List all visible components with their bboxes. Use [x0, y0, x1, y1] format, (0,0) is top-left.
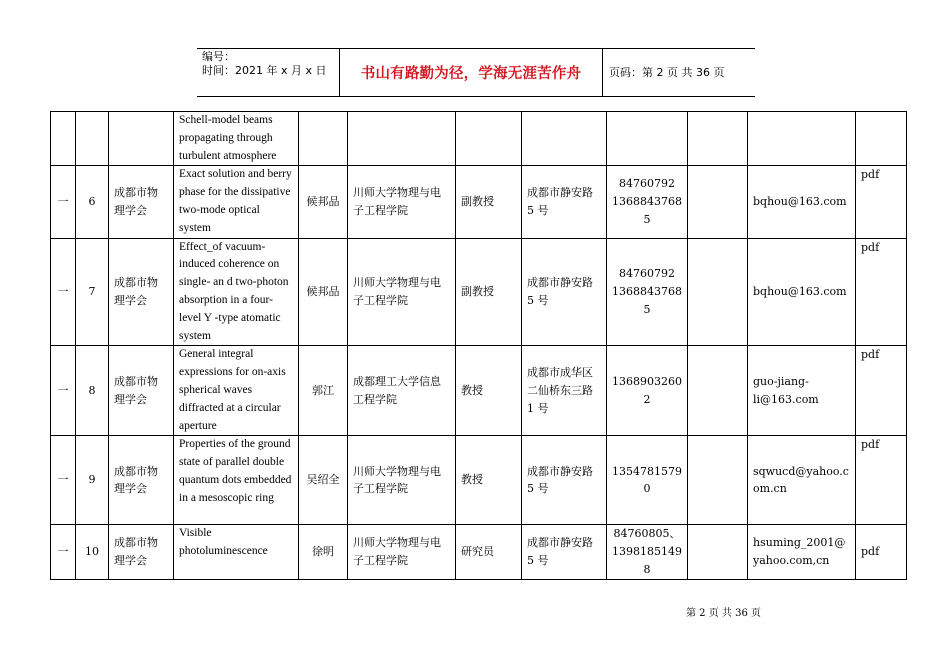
- cell-category: 一: [51, 525, 76, 579]
- cell-unit: [109, 112, 174, 166]
- header-divider-right: [602, 48, 603, 96]
- cell-org: [348, 112, 456, 166]
- cell-phone: 84760792 13688437685: [607, 238, 688, 346]
- number-label: 编号：: [202, 50, 235, 63]
- cell-author: 徐明: [299, 525, 348, 579]
- cell-phone: 84760792 13688437685: [607, 166, 688, 238]
- cell-unit: 成都市物理学会: [109, 436, 174, 525]
- cell-extra: [688, 166, 748, 238]
- cell-author: 候邦品: [299, 166, 348, 238]
- cell-category: 一: [51, 346, 76, 436]
- cell-author: [299, 112, 348, 166]
- cell-format: pdf: [856, 238, 907, 346]
- footer-page-number: 第 2 页 共 36 页: [686, 608, 761, 619]
- header-motto: 书山有路勤为径，学海无涯苦作舟: [360, 65, 582, 82]
- table-row: [51, 238, 907, 346]
- cell-title: Visible photoluminescence: [174, 525, 299, 579]
- cell-no: 7: [76, 238, 109, 346]
- cell-phone: 13547815790: [607, 436, 688, 525]
- cell-rank: 研究员: [456, 525, 522, 579]
- cell-org: 川师大学物理与电子工程学院: [348, 166, 456, 238]
- cell-address: [522, 112, 607, 166]
- cell-category: 一: [51, 166, 76, 238]
- cell-email: [748, 112, 856, 166]
- cell-format: pdf: [856, 346, 907, 436]
- cell-email: guo-jiang-li@163.com: [748, 346, 856, 436]
- cell-title: Properties of the ground state of parallel double quantum dots embedded in a mesoscopic ring: [174, 436, 299, 525]
- cell-address: 成都市静安路 5 号: [522, 525, 607, 579]
- cell-category: [51, 112, 76, 166]
- cell-org: 川师大学物理与电子工程学院: [348, 436, 456, 525]
- cell-title: Effect_of vacuum-induced coherence on single- an d two-photon absorption in a four-level Y -type atomatic system: [174, 238, 299, 346]
- cell-phone: [607, 112, 688, 166]
- cell-email: sqwucd@yahoo.com.cn: [748, 436, 856, 525]
- cell-rank: 教授: [456, 436, 522, 525]
- table-row-continuation: [51, 112, 907, 166]
- cell-format: [856, 112, 907, 166]
- cell-org: 川师大学物理与电子工程学院: [348, 238, 456, 346]
- cell-rank: 教授: [456, 346, 522, 436]
- cell-format: pdf: [856, 525, 907, 579]
- cell-extra: [688, 436, 748, 525]
- cell-category: 一: [51, 436, 76, 525]
- header-page-code: 页码：第 2 页 共 36 页: [609, 66, 725, 79]
- cell-unit: 成都市物理学会: [109, 166, 174, 238]
- cell-address: 成都市静安路 5 号: [522, 238, 607, 346]
- cell-category: 一: [51, 238, 76, 346]
- cell-org: 成都理工大学信息工程学院: [348, 346, 456, 436]
- cell-extra: [688, 238, 748, 346]
- cell-title: General integral expressions for on-axis spherical waves diffracted at a circular aperture: [174, 346, 299, 436]
- cell-author: 吴绍全: [299, 436, 348, 525]
- cell-extra: [688, 346, 748, 436]
- cell-unit: 成都市物理学会: [109, 525, 174, 579]
- cell-format: pdf: [856, 166, 907, 238]
- cell-address: 成都市静安路 5 号: [522, 166, 607, 238]
- header-bottom-rule: [197, 96, 755, 97]
- table-row: [51, 346, 907, 436]
- cell-phone: 84760805、13981851498: [607, 525, 688, 579]
- cell-extra: [688, 112, 748, 166]
- cell-extra: [688, 525, 748, 579]
- cell-rank: 副教授: [456, 238, 522, 346]
- table-row: [51, 166, 907, 238]
- cell-no: [76, 112, 109, 166]
- cell-email: hsuming_2001@yahoo.com,cn: [748, 525, 856, 579]
- cell-phone: 13689032602: [607, 346, 688, 436]
- cell-author: 郭江: [299, 346, 348, 436]
- cell-email: bqhou@163.com: [748, 166, 856, 238]
- cell-no: 10: [76, 525, 109, 579]
- cell-address: 成都市成华区二仙桥东三路 1 号: [522, 346, 607, 436]
- time-label: 时间：2021 年 x 月 x 日: [202, 64, 327, 77]
- cell-rank: 副教授: [456, 166, 522, 238]
- table-row: [51, 436, 907, 525]
- cell-rank: [456, 112, 522, 166]
- cell-title: Schell-model beams propagating through turbulent atmosphere: [174, 112, 299, 166]
- cell-no: 6: [76, 166, 109, 238]
- cell-title: Exact solution and berry phase for the dissipative two-mode optical system: [174, 166, 299, 238]
- cell-email: bqhou@163.com: [748, 238, 856, 346]
- cell-author: 候邦品: [299, 238, 348, 346]
- cell-org: 川师大学物理与电子工程学院: [348, 525, 456, 579]
- cell-unit: 成都市物理学会: [109, 346, 174, 436]
- cell-address: 成都市静安路 5 号: [522, 436, 607, 525]
- table-row: [51, 525, 907, 579]
- cell-format: pdf: [856, 436, 907, 525]
- header-meta: [202, 50, 327, 78]
- cell-no: 9: [76, 436, 109, 525]
- cell-unit: 成都市物理学会: [109, 238, 174, 346]
- cell-no: 8: [76, 346, 109, 436]
- papers-table: [50, 111, 907, 580]
